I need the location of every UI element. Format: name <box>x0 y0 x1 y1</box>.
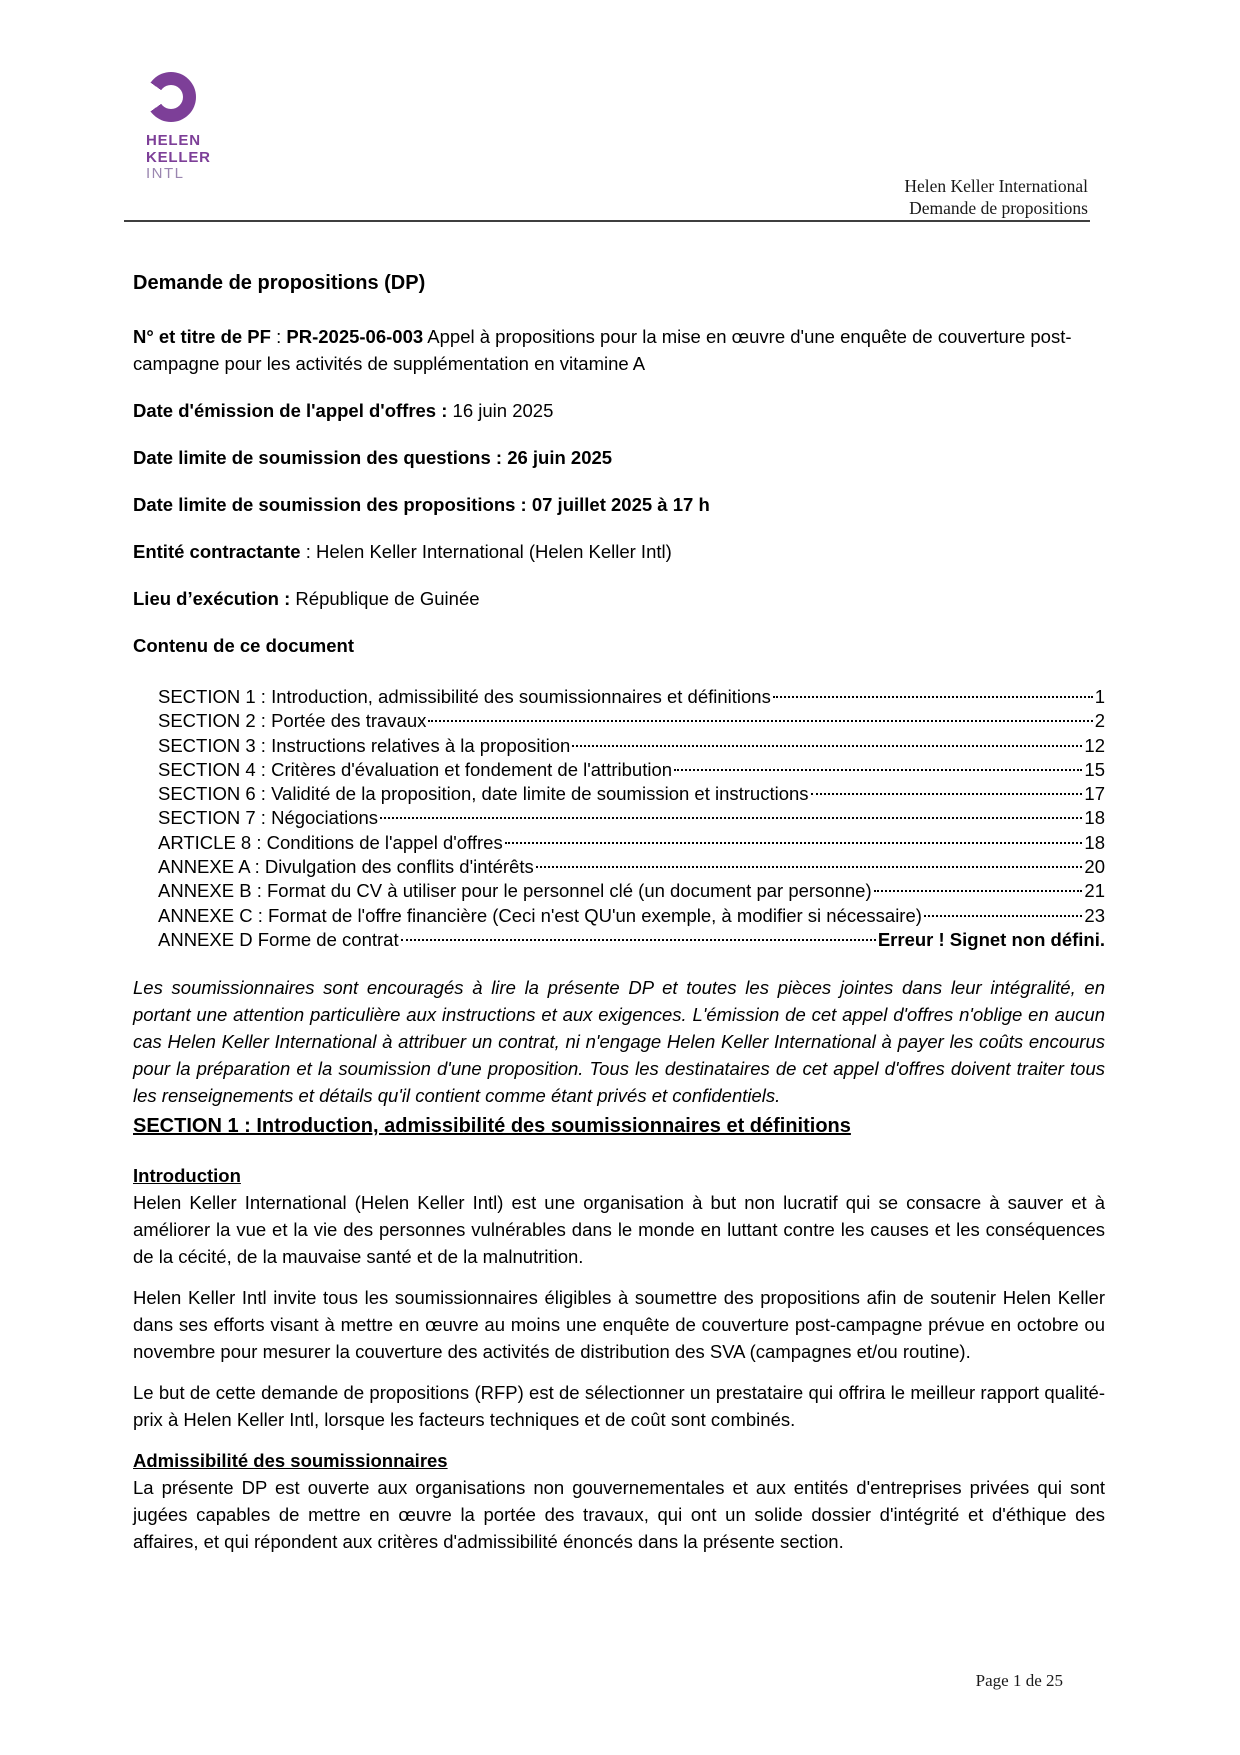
field-label: Date limite de soumission des questions : 26 juin 2025 <box>133 447 613 468</box>
toc-entry <box>158 806 1105 830</box>
field-value: 16 juin 2025 <box>447 400 554 421</box>
toc-leader-dots <box>428 720 1092 722</box>
toc-entry <box>158 758 1105 782</box>
body-paragraph: Le but de cette demande de propositions (RFP) est de sélectionner un prestataire qui offrira le meilleur rapport qualité-prix à Helen Keller Intl, lorsque les facteurs techniques et de coût sont combinés. <box>133 1382 1105 1431</box>
rfp-title-text: Appel à propositions pour la mise en œuvre d'une enquête de couverture post-campagne pour les activités de supplémentation en vitamine A <box>133 326 1072 374</box>
page-number-footer: Page 1 de 25 <box>975 1671 1063 1690</box>
field-value: République de Guinée <box>290 588 480 609</box>
toc-entry <box>158 904 1105 928</box>
toc-entry-page: 15 <box>1084 758 1105 780</box>
toc-leader-dots <box>874 890 1083 892</box>
toc-entry <box>158 928 1105 952</box>
toc-leader-dots <box>811 793 1083 795</box>
toc-entry-label: SECTION 6 : Validité de la proposition, date limite de soumission et instructions <box>158 783 809 805</box>
logo-word-helen: HELEN <box>146 132 201 149</box>
toc-entry <box>158 879 1105 903</box>
header-doc-type: Demande de propositions <box>909 197 1088 218</box>
toc-entry-page: 20 <box>1084 856 1105 878</box>
field-proposals-deadline <box>133 491 1105 518</box>
body-paragraph: Helen Keller Intl invite tous les soumissionnaires éligibles à soumettre des propositions afin de soutenir Helen Keller dans ses efforts visant à mettre en œuvre au moins une enquête de couverture post-campagne prévue en octobre ou novembre pour mesurer la couverture des activités de distribution des SVA (campagnes et/ou routine). <box>133 1287 1105 1363</box>
toc-entry-label: SECTION 4 : Critères d'évaluation et fondement de l'attribution <box>158 758 673 780</box>
legal-notice-paragraph: Les soumissionnaires sont encouragés à lire la présente DP et toutes les pièces jointes dans leur intégralité, en portant une attention particulière aux instructions et aux exigences. L'émission de cet appel d'offres n'oblige en aucun cas Helen Keller International à attribuer un contrat, ni n'engage Helen Keller International à payer les coûts encourus pour la préparation et la soumission d'une proposition. Tous les destinataires de cet appel d'offres doivent traiter tous les renseignements et détails qu'il contient comme étant privés et confidentiels. <box>133 977 1105 1107</box>
toc-entry <box>158 855 1105 879</box>
page-header <box>133 176 1088 219</box>
header-org-name: Helen Keller International <box>904 176 1088 196</box>
toc-entry-page: Erreur ! Signet non défini. <box>877 928 1105 950</box>
toc-entry-label: SECTION 1 : Introduction, admissibilité des soumissionnaires et définitions <box>158 686 771 707</box>
section-1-heading: SECTION 1 : Introduction, admissibilité des soumissionnaires et définitions <box>133 1115 851 1138</box>
field-label: Date d'émission de l'appel d'offres : <box>133 400 448 421</box>
introduction-paragraphs <box>133 1189 1105 1433</box>
field-label: N° et titre de PF <box>133 326 271 347</box>
toc-leader-dots <box>924 915 1083 917</box>
introduction-heading: Introduction <box>133 1165 241 1187</box>
rfp-number: PR-2025-06-003 <box>286 326 424 347</box>
toc-entry-label: SECTION 2 : Portée des travaux <box>158 710 427 732</box>
field-label: Date limite de soumission des propositions : 07 juillet 2025 à 17 h <box>133 494 710 515</box>
field-value: : Helen Keller International (Helen Keller Intl) <box>300 541 672 562</box>
toc-entry-label: SECTION 3 : Instructions relatives à la proposition <box>158 734 571 756</box>
toc-entry-page: 23 <box>1084 904 1105 926</box>
toc-leader-dots <box>572 745 1082 747</box>
toc-leader-dots <box>536 866 1083 868</box>
toc-entry-label: ANNEXE D Forme de contrat <box>158 928 399 950</box>
field-questions-deadline <box>133 444 1105 471</box>
toc-entry-label: ANNEXE A : Divulgation des conflits d'intérêts <box>158 856 534 878</box>
field-separator: : <box>270 326 287 347</box>
toc-entry-page: 18 <box>1084 831 1105 853</box>
toc-leader-dots <box>505 842 1083 844</box>
toc-leader-dots <box>401 939 876 941</box>
toc-entry <box>158 685 1105 709</box>
toc-heading: Contenu de ce document <box>133 635 354 656</box>
toc-entry-label: ARTICLE 8 : Conditions de l'appel d'offres <box>158 831 503 853</box>
toc-leader-dots <box>674 769 1082 771</box>
admissibility-heading: Admissibilité des soumissionnaires <box>133 1450 448 1472</box>
page-title: Demande de propositions (DP) <box>133 272 426 294</box>
toc-entry <box>158 782 1105 806</box>
toc-entry-page: 1 <box>1094 686 1105 707</box>
field-rfp-number-title <box>133 323 1105 377</box>
toc-leader-dots <box>380 817 1082 819</box>
helen-keller-logo <box>146 72 211 183</box>
field-label: Entité contractante <box>133 541 301 562</box>
toc-entry-page: 12 <box>1084 734 1105 756</box>
toc-leader-dots <box>773 696 1093 698</box>
logo-word-keller: KELLER <box>146 148 211 166</box>
toc-entry <box>158 734 1105 758</box>
toc-entry-page: 18 <box>1084 807 1105 829</box>
toc-entry <box>158 709 1105 733</box>
field-contracting-entity <box>133 538 1105 565</box>
document-body <box>133 270 1105 1555</box>
helen-keller-arc-icon <box>146 72 196 122</box>
table-of-contents <box>158 685 1105 952</box>
body-paragraph: Helen Keller International (Helen Keller Intl) est une organisation à but non lucratif qui se consacre à sauver et à améliorer la vue et la vie des personnes vulnérables dans le monde en luttant contre les causes et les conséquences de la cécité, de la mauvaise santé et de la malnutrition. <box>133 1192 1105 1268</box>
toc-entry-label: ANNEXE B : Format du CV à utiliser pour le personnel clé (un document par personne) <box>158 880 872 902</box>
field-execution-place <box>133 585 1105 612</box>
toc-entry <box>158 831 1105 855</box>
toc-entry-page: 2 <box>1094 710 1105 732</box>
field-issue-date <box>133 397 1105 424</box>
toc-entry-page: 17 <box>1084 783 1105 805</box>
logo-word-intl: INTL <box>146 165 185 182</box>
field-label: Lieu d’exécution : <box>133 588 291 609</box>
header-divider <box>124 220 1090 222</box>
toc-entry-label: ANNEXE C : Format de l'offre financière (Ceci n'est QU'un exemple, à modifier si nécessaire) <box>158 904 922 926</box>
admissibility-paragraph: La présente DP est ouverte aux organisations non gouvernementales et aux entités d'entreprises privées qui sont jugées capables de mettre en œuvre la portée des travaux, qui ont un solide dossier d'intégrité et d'éthique des affaires, et qui répondent aux critères d'admissibilité énoncés dans la présente section. <box>133 1477 1105 1553</box>
toc-entry-page: 21 <box>1084 880 1105 902</box>
toc-entry-label: SECTION 7 : Négociations <box>158 807 379 829</box>
